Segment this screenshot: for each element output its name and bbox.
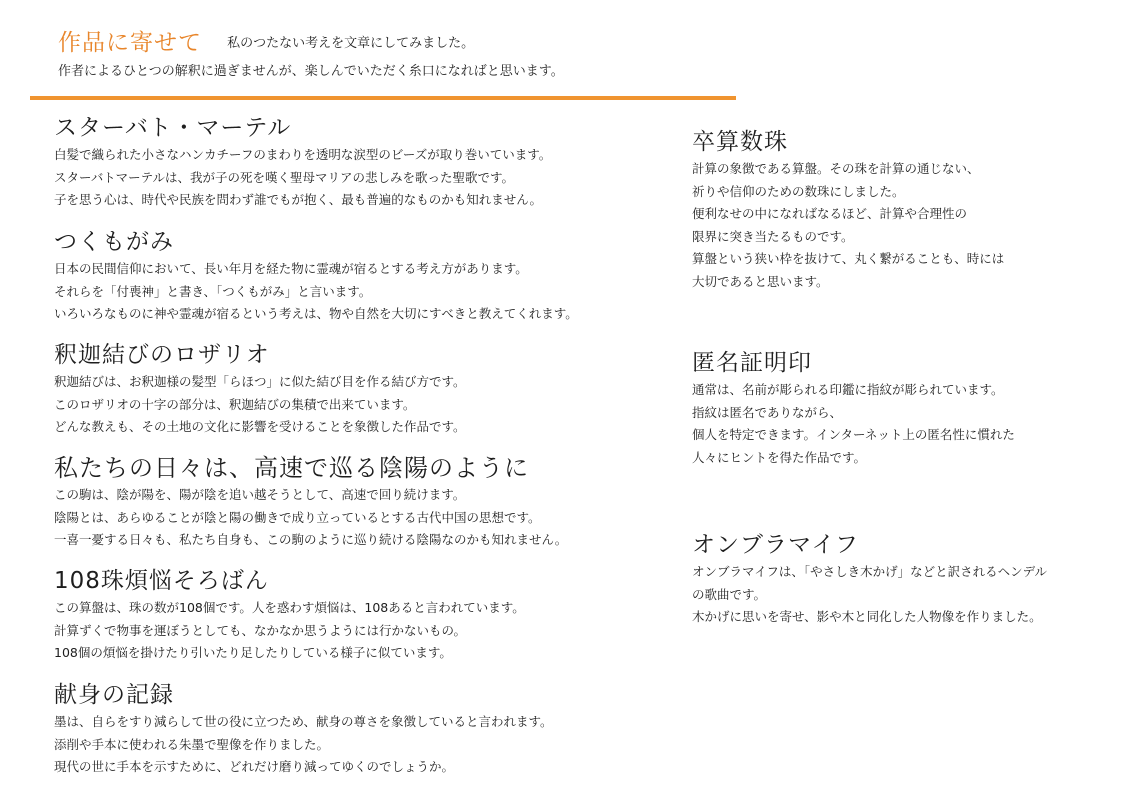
- section-ombra-mai-fu: [692, 529, 1112, 629]
- section-line: いろいろなものに神や霊魂が宿るという考えは、物や自然を大切にすべきと教えてくれます。: [54, 306, 578, 321]
- section-line: 通常は、名前が彫られる印鑑に指紋が彫られています。: [692, 382, 1004, 397]
- section-line: 人々にヒントを得た作品です。: [692, 449, 867, 465]
- section-line: 便利なせの中になればなるほど、計算や合理性の: [692, 206, 968, 221]
- section-shaka-rosary: [54, 339, 674, 439]
- section-yin-yang: [54, 452, 674, 552]
- intro-text-line-2: 作者によるひとつの解釈に過ぎませんが、楽しんでいただく糸口になればと思います。: [58, 64, 564, 79]
- section-line: このロザリオの十字の部分は、釈迦結びの集積で出来ています。: [54, 396, 416, 412]
- section-title: 108珠煩悩そろばん: [54, 568, 269, 594]
- section-line: 釈迦結びは、お釈迦様の髪型「らほつ」に似た結び目を作る結び方です。: [54, 374, 466, 389]
- section-title: 献身の記録: [54, 682, 174, 708]
- section-line: どんな教えも、その土地の文化に影響を受けることを象徴した作品です。: [54, 419, 466, 434]
- section-line: 算盤という狭い枠を抜けて、丸く繋がることも、時には: [692, 251, 1005, 266]
- section-anonymous-seal: [692, 347, 1112, 469]
- section-line: 祈りや信仰のための数珠にしました。: [692, 183, 905, 199]
- section-line: 陰陽とは、あらゆることが陰と陽の働きで成り立っているとする古代中国の思想です。: [54, 509, 541, 525]
- section-title: 釈迦結びのロザリオ: [54, 342, 270, 368]
- section-line: 添削や手本に使われる朱墨で聖像を作りました。: [54, 736, 330, 752]
- section-title: スターバト・マーテル: [54, 115, 292, 141]
- section-line: 一喜一憂する日々も、私たち自身も、この駒のように巡り続ける陰陽なのかも知れません。: [54, 532, 568, 547]
- section-title: 卒算数珠: [692, 129, 788, 155]
- section-line: 子を思う心は、時代や民族を問わず誰でもが抱く、最も普遍的なものかも知れません。: [54, 192, 543, 207]
- section-devotion-record: [54, 679, 674, 779]
- intro-text-line-1: 私のつたない考えを文章にしてみました。: [227, 36, 475, 51]
- divider-rule: [30, 96, 736, 100]
- section-line: 墨は、自らをすり減らして世の役に立つため、献身の尊さを象徴していると言われます。: [54, 714, 553, 729]
- section-line: この算盤は、珠の数が108個です。人を惑わす煩悩は、108あると言われています。: [54, 600, 525, 615]
- section-line: 指紋は匿名でありながら、: [692, 404, 843, 420]
- section-line: 108個の煩悩を掛けたり引いたり足したりしている様子に似ています。: [54, 645, 452, 660]
- section-line: 大切であると思います。: [692, 273, 829, 289]
- section-line: 個人を特定できます。インターネット上の匿名性に慣れた: [692, 427, 1015, 442]
- section-line: オンブラマイフは、「やさしき木かげ」などと訳されるヘンデル: [692, 564, 1048, 579]
- section-line: 計算ずくで物事を運ぼうとしても、なかなか思うようには行かないもの。: [54, 622, 467, 638]
- section-title: オンブラマイフ: [692, 532, 859, 558]
- section-line: の歌曲です。: [692, 586, 767, 602]
- section-title: つくもがみ: [54, 229, 174, 255]
- section-abacus: [54, 565, 674, 665]
- section-line: それらを「付喪神」と書き、「つくもがみ」と言います。: [54, 283, 372, 299]
- section-line: 計算の象徴である算盤。その珠を計算の通じない、: [692, 161, 980, 176]
- section-stabat-mater: [54, 112, 674, 212]
- section-title: 匿名証明印: [692, 350, 812, 376]
- intro: [58, 28, 738, 79]
- page-title: 作品に寄せて: [58, 30, 202, 56]
- section-title: 私たちの日々は、高速で巡る陰陽のように: [54, 454, 529, 482]
- section-line: この駒は、陰が陽を、陽が陰を追い越そうとして、高速で回り続けます。: [54, 487, 466, 502]
- section-tsukumogami: [54, 226, 674, 326]
- section-line: スターバトマーテルは、我が子の死を嘆く聖母マリアの悲しみを歌った聖歌です。: [54, 169, 515, 185]
- section-line: 現代の世に手本を示すために、どれだけ磨り減ってゆくのでしょうか。: [54, 759, 455, 774]
- section-abacus-rosary: [692, 126, 1112, 293]
- section-line: 白髪で織られた小さなハンカチーフのまわりを透明な涙型のビーズが取り巻いています。: [54, 147, 552, 162]
- section-line: 木かげに思いを寄せ、影や木と同化した人物像を作りました。: [692, 609, 1042, 624]
- section-line: 日本の民間信仰において、長い年月を経た物に霊魂が宿るとする考え方があります。: [54, 261, 528, 276]
- section-line: 限界に突き当たるものです。: [692, 228, 854, 244]
